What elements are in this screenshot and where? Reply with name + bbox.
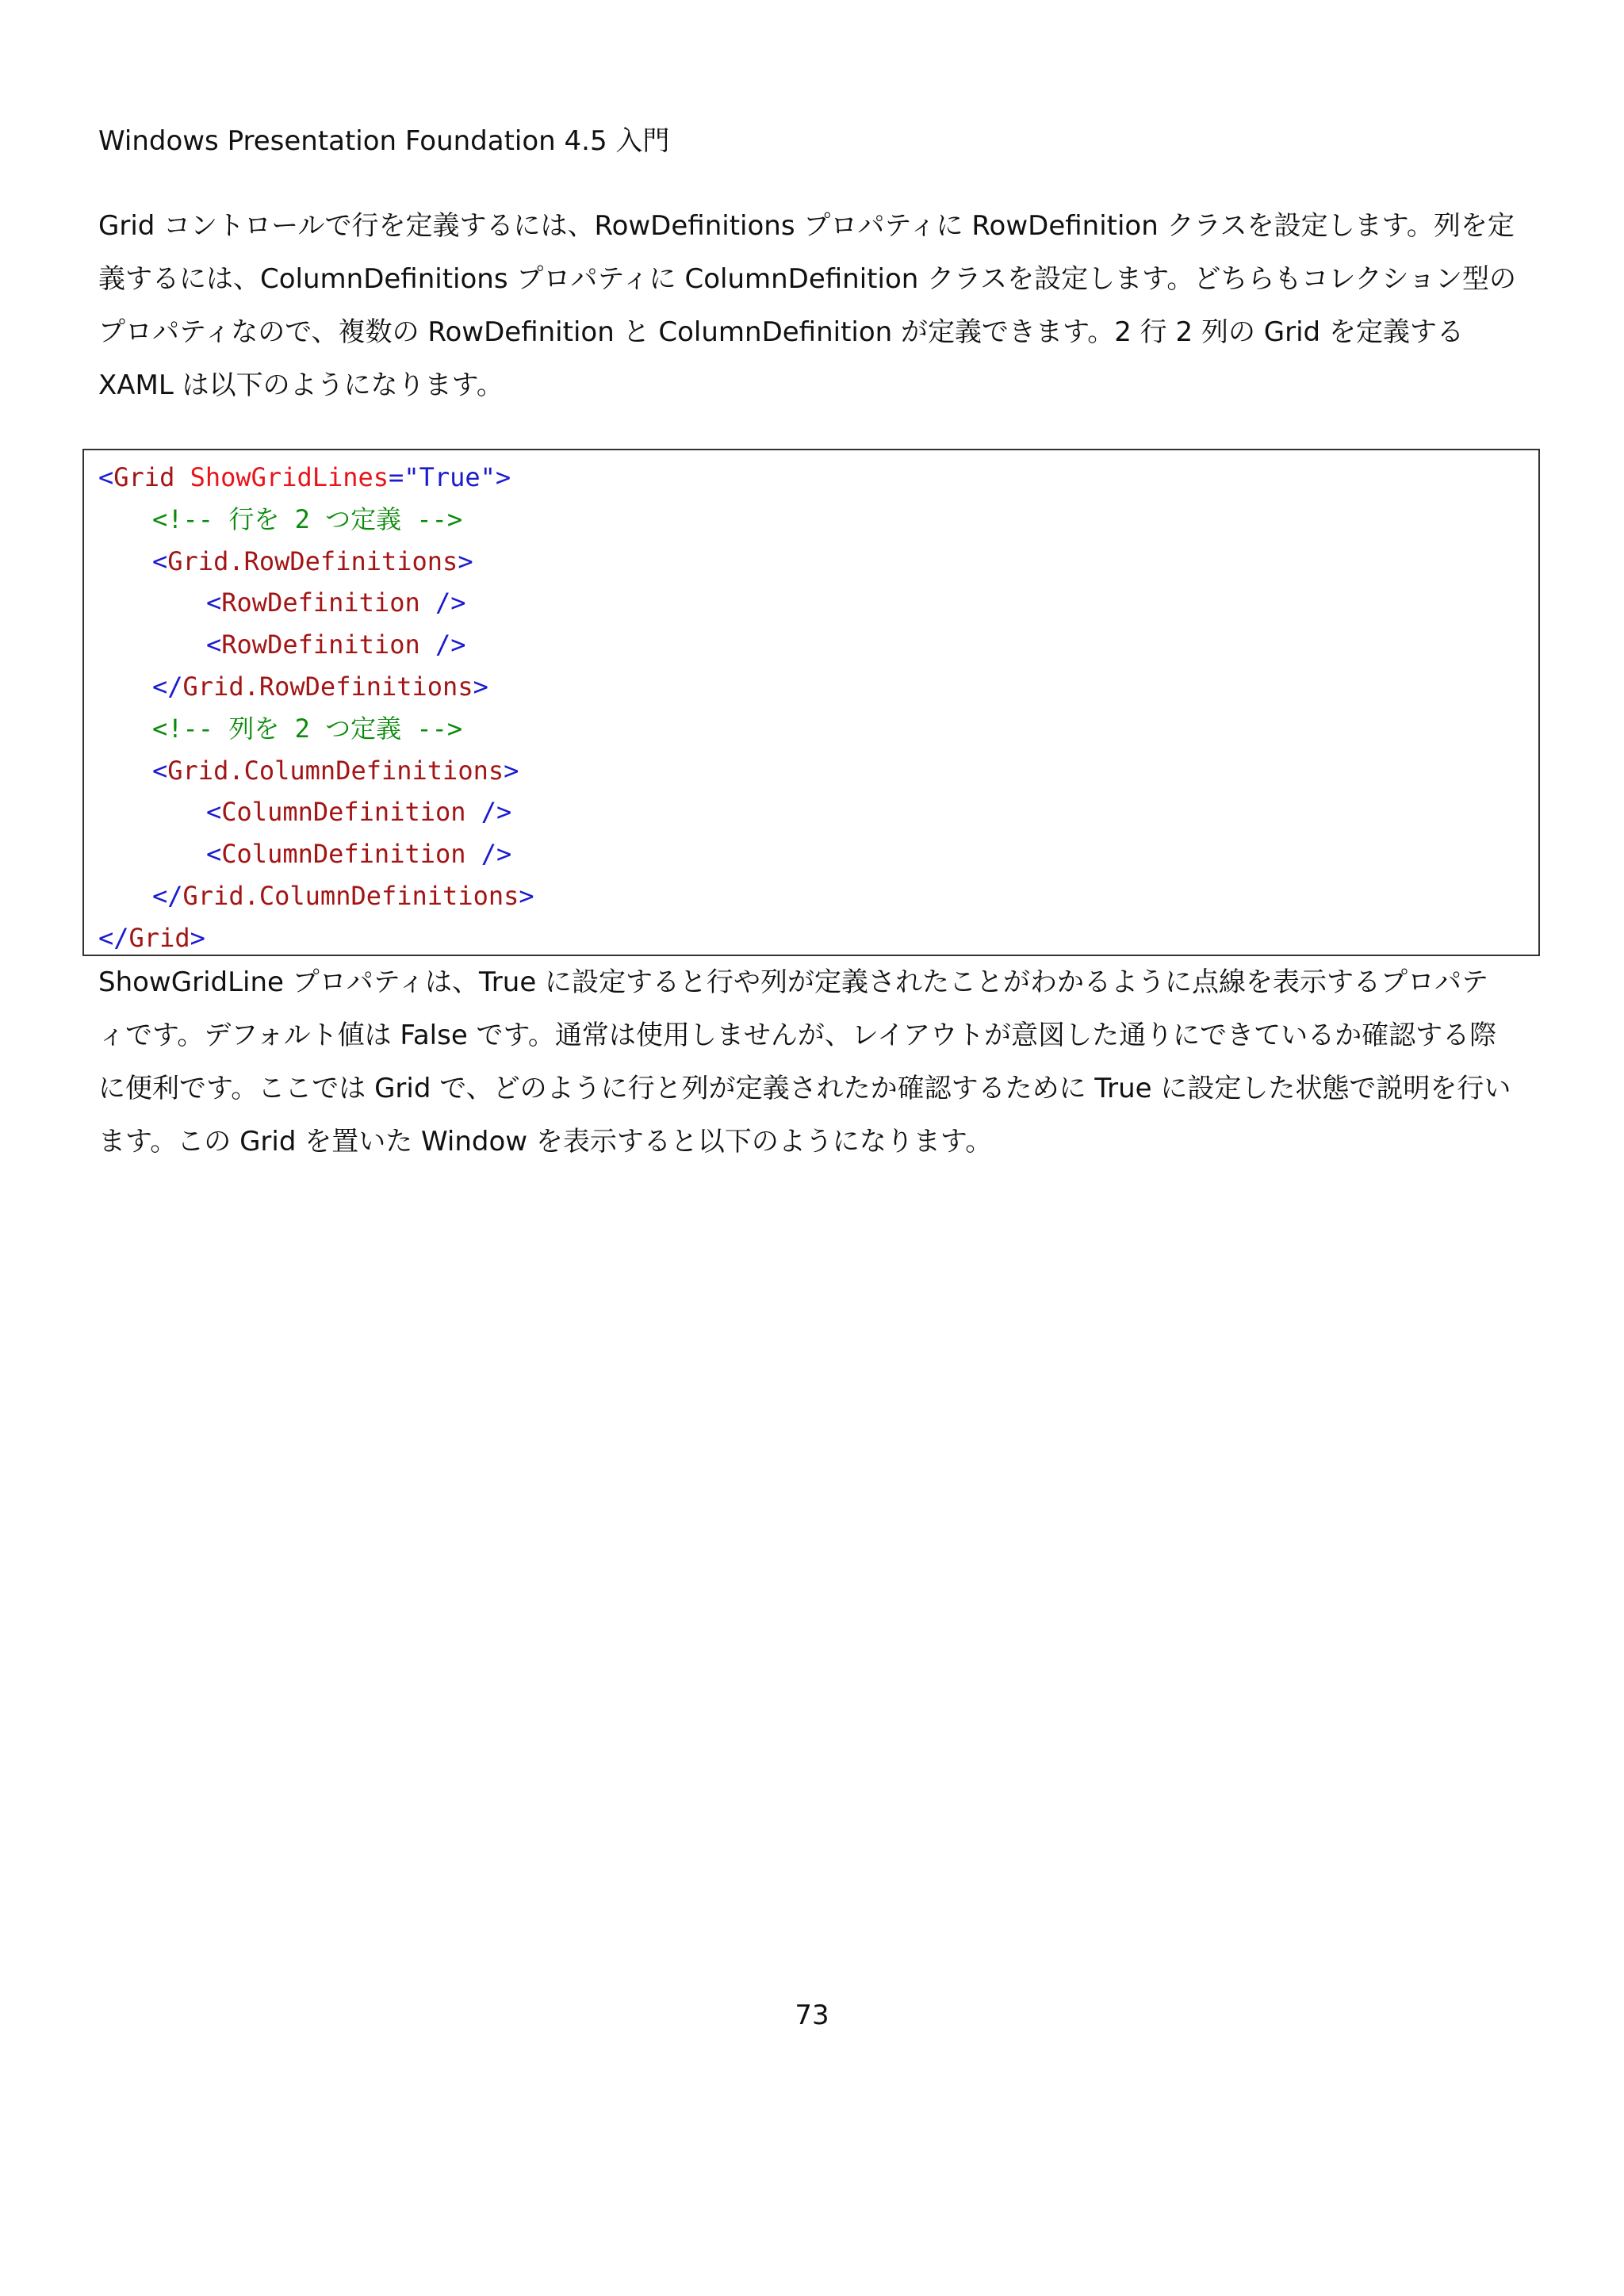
- code-token: ShowGridLines: [190, 462, 389, 492]
- code-token: ColumnDefinition: [221, 797, 466, 828]
- code-token: >: [519, 880, 534, 911]
- paragraph-line: 義するには、ColumnDefinitions プロパティに ColumnDefinition クラスを設定します。どちらもコレクション型の: [98, 263, 1517, 295]
- code-token: Grid.ColumnDefinitions: [182, 880, 519, 911]
- paragraph-line: プロパティなので、複数の RowDefinition と ColumnDefinition が定義できます。2 行 2 列の Grid を定義する: [98, 316, 1464, 348]
- code-token: >: [458, 545, 473, 576]
- page-number: 73: [795, 1999, 829, 2031]
- code-token: <: [152, 545, 168, 576]
- code-token: <: [98, 462, 114, 492]
- code-token: <: [152, 755, 168, 786]
- paragraph-line: ます。この Grid を置いた Window を表示すると以下のようになります。: [98, 1126, 993, 1158]
- code-token: RowDefinition: [221, 587, 420, 618]
- paragraph-line: ShowGridLine プロパティは、True に設定すると行や列が定義されたことがわかるように点線を表示するプロパテ: [98, 966, 1489, 998]
- code-line: [84, 833, 1538, 875]
- code-token: </: [98, 922, 129, 953]
- code-token: Grid: [128, 922, 190, 953]
- code-token: >: [495, 462, 511, 492]
- code-token: <!-- 行を 2 つ定義 -->: [152, 503, 463, 534]
- code-token: <: [206, 839, 222, 870]
- paragraph-line: XAML は以下のようになります。: [98, 369, 504, 401]
- code-token: <: [206, 629, 222, 660]
- code-line: [84, 499, 1538, 541]
- code-token: />: [465, 839, 512, 870]
- code-token: </: [152, 880, 183, 911]
- code-token: <!-- 列を 2 つ定義 -->: [152, 713, 463, 744]
- code-line: [84, 624, 1538, 666]
- code-line: [84, 666, 1538, 708]
- paragraph-line: に便利です。ここでは Grid で、どのように行と列が定義されたか確認するために True に設定した状態で説明を行い: [98, 1073, 1511, 1104]
- running-header: Windows Presentation Foundation 4.5 入門: [98, 125, 670, 157]
- code-line: [84, 875, 1538, 917]
- explanation-paragraph: [98, 956, 1526, 1169]
- code-token: >: [473, 671, 488, 702]
- code-token: RowDefinition: [221, 629, 420, 660]
- code-line: [84, 457, 1538, 499]
- paragraph-line: ィです。デフォルト値は False です。通常は使用しませんが、レイアウトが意図した通りにできているか確認する際: [98, 1020, 1497, 1051]
- code-token: />: [419, 629, 466, 660]
- code-line: [84, 582, 1538, 624]
- code-token: ="True": [389, 462, 496, 492]
- intro-paragraph: [98, 200, 1526, 412]
- code-line: [84, 750, 1538, 792]
- xaml-code-block: [82, 449, 1540, 956]
- code-line: [84, 708, 1538, 750]
- code-token: />: [465, 797, 512, 828]
- code-line: [84, 791, 1538, 833]
- code-token: Grid.ColumnDefinitions: [167, 755, 504, 786]
- code-token: >: [190, 922, 205, 953]
- code-token: [174, 462, 190, 492]
- code-token: <: [206, 587, 222, 618]
- paragraph-line: Grid コントロールで行を定義するには、RowDefinitions プロパティに RowDefinition クラスを設定します。列を定: [98, 210, 1515, 242]
- code-line: [84, 917, 1538, 959]
- code-line: [84, 541, 1538, 583]
- code-token: Grid: [113, 462, 175, 492]
- code-token: >: [504, 755, 519, 786]
- code-token: </: [152, 671, 183, 702]
- code-token: />: [419, 587, 466, 618]
- code-token: Grid.RowDefinitions: [182, 671, 473, 702]
- code-token: Grid.RowDefinitions: [167, 545, 458, 576]
- code-token: <: [206, 797, 222, 828]
- code-token: ColumnDefinition: [221, 839, 466, 870]
